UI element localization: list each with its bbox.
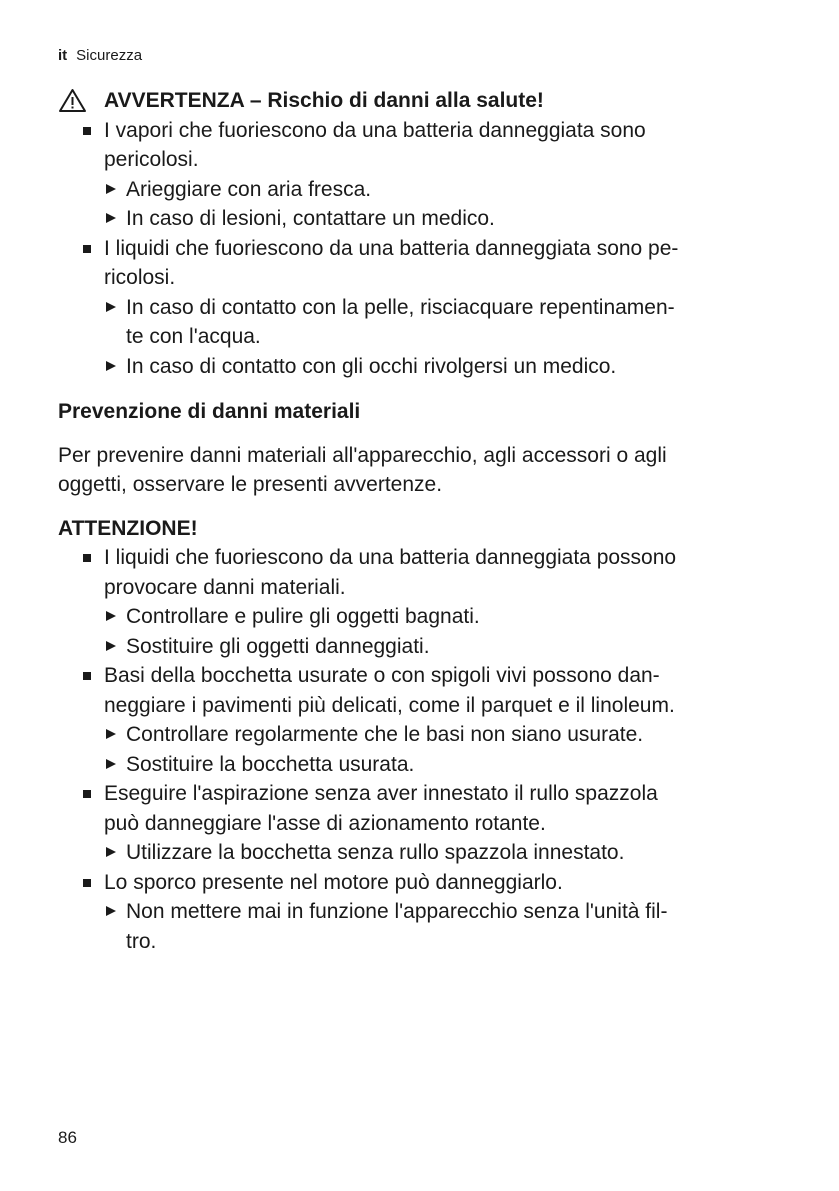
action-arrow-icon	[106, 611, 116, 621]
action-item	[58, 897, 788, 956]
action-item	[58, 175, 788, 205]
bullet-line: può danneggiare l'asse di azionamento rotante.	[104, 811, 546, 835]
bullet-line: Basi della bocchetta usurate o con spigoli vivi possono dan-	[104, 664, 660, 687]
warning-bullet	[58, 116, 788, 234]
warning-title-text: AVVERTENZA – Rischio di danni alla salute!	[104, 89, 544, 112]
action-arrow-icon	[106, 847, 116, 857]
bullet-square-icon	[83, 790, 91, 798]
bullet-line: I liquidi che fuoriescono da una batteria danneggiata sono pe-	[104, 236, 679, 260]
language-code: it	[58, 47, 68, 64]
action-arrow-icon	[106, 759, 116, 769]
bullet-line: Lo sporco presente nel motore può danneggiarlo.	[104, 870, 563, 894]
action-item	[58, 750, 788, 780]
attention-bullet	[58, 779, 788, 868]
prevention-paragraph	[58, 441, 788, 500]
action-line: In caso di lesioni, contattare un medico.	[126, 207, 495, 230]
action-line: Sostituire la bocchetta usurata.	[126, 752, 415, 776]
bullet-item	[58, 116, 788, 175]
bullet-square-icon	[83, 672, 91, 680]
action-line: Non mettere mai in funzione l'apparecchio senza l'unità fil-	[126, 900, 668, 923]
page-header	[58, 46, 142, 66]
section-title: Sicurezza	[76, 47, 143, 64]
attention-bullet	[58, 661, 788, 779]
action-item	[58, 632, 788, 662]
action-item	[58, 293, 788, 352]
bullet-square-icon	[83, 879, 91, 887]
action-line: In caso di contatto con gli occhi rivolgersi un medico.	[126, 354, 617, 378]
bullet-item	[58, 661, 788, 720]
bullet-item	[58, 234, 788, 293]
action-arrow-icon	[106, 184, 116, 194]
bullet-line: I vapori che fuoriescono da una batteria danneggiata sono	[104, 118, 646, 142]
action-arrow-icon	[106, 729, 116, 739]
action-item	[58, 352, 788, 382]
attention-bullet	[58, 868, 788, 957]
paragraph-line: Per prevenire danni materiali all'apparecchio, agli accessori o agli	[58, 443, 667, 467]
bullet-item	[58, 868, 788, 898]
action-arrow-icon	[106, 906, 116, 916]
action-arrow-icon	[106, 641, 116, 651]
action-line: Arieggiare con aria fresca.	[126, 177, 372, 201]
page-number: 86	[58, 1128, 77, 1147]
action-line: Utilizzare la bocchetta senza rullo spazzola innestato.	[126, 841, 625, 864]
paragraph-line: oggetti, osservare le presenti avvertenze.	[58, 473, 443, 496]
action-line: Sostituire gli oggetti danneggiati.	[126, 634, 430, 658]
action-arrow-icon	[106, 361, 116, 371]
bullet-line: I liquidi che fuoriescono da una batteria danneggiata possono	[104, 546, 677, 569]
warning-triangle-icon	[58, 88, 87, 113]
bullet-line: neggiare i pavimenti più delicati, come il parquet e il linoleum.	[104, 693, 675, 717]
bullet-square-icon	[83, 554, 91, 562]
bullet-line: ricolosi.	[104, 266, 176, 289]
action-arrow-icon	[106, 302, 116, 312]
warning-bullet	[58, 234, 788, 382]
bullet-square-icon	[83, 245, 91, 253]
action-line: tro.	[126, 929, 157, 953]
bullet-square-icon	[83, 127, 91, 135]
warning-title	[58, 86, 788, 116]
attention-title: ATTENZIONE!	[58, 516, 198, 540]
action-item	[58, 720, 788, 750]
action-arrow-icon	[106, 213, 116, 223]
section-heading: Prevenzione di danni materiali	[58, 400, 361, 423]
bullet-line: pericolosi.	[104, 148, 199, 171]
action-line: te con l'acqua.	[126, 325, 261, 348]
action-line: In caso di contatto con la pelle, risciacquare repentinamen-	[126, 295, 675, 319]
action-line: Controllare regolarmente che le basi non siano usurate.	[126, 723, 644, 746]
bullet-item	[58, 543, 788, 602]
bullet-line: Eseguire l'aspirazione senza aver innestato il rullo spazzola	[104, 782, 658, 805]
bullet-item	[58, 779, 788, 838]
action-line: Controllare e pulire gli oggetti bagnati.	[126, 605, 480, 628]
bullet-line: provocare danni materiali.	[104, 575, 346, 599]
attention-bullet	[58, 543, 788, 661]
action-item	[58, 204, 788, 234]
action-item	[58, 838, 788, 868]
action-item	[58, 602, 788, 632]
page-content	[58, 86, 788, 956]
